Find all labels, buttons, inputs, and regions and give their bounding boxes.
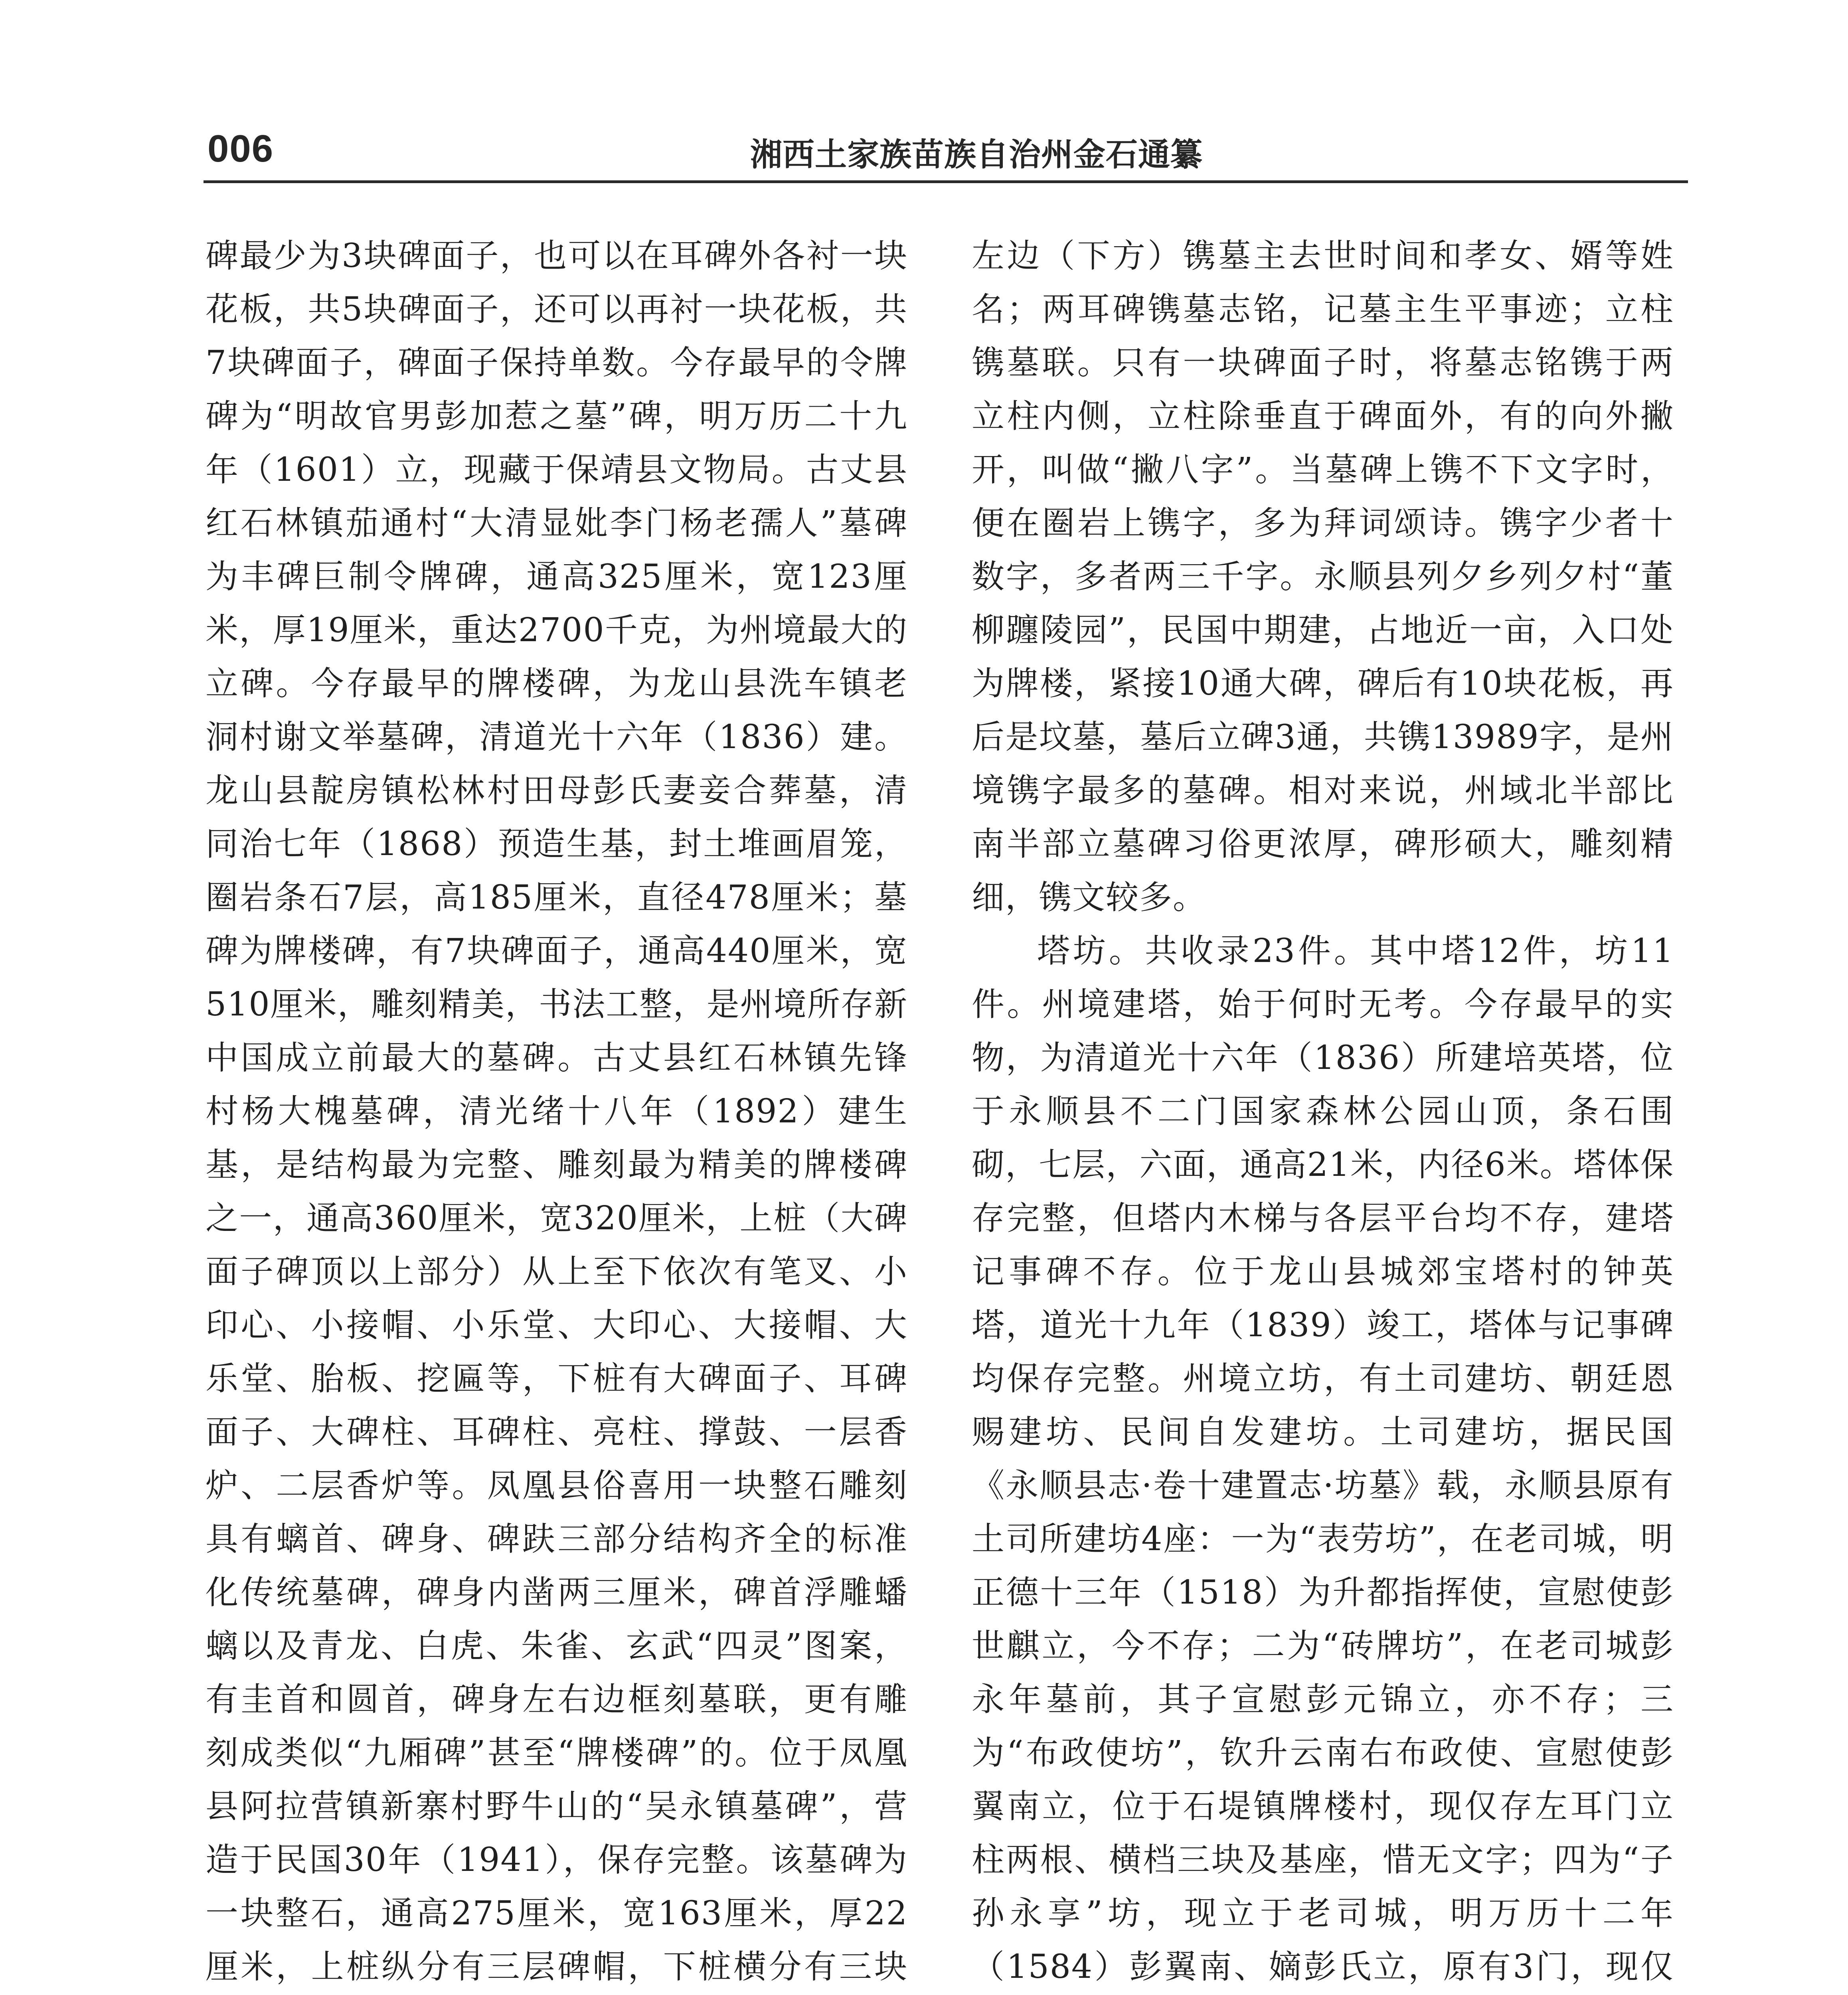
left-column: [206, 229, 908, 1995]
header-rule: [204, 180, 1688, 183]
paragraph-continued: 碑最少为3块碑面子，也可以在耳碑外各衬一块花板，共5块碑面子，还可以再衬一块花板，共7块碑面子，碑面子保持单数。今存最早的令牌碑为“明故官男彭加惹之墓”碑，明万历二十九年（1601）立，现藏于保靖县文物局。古丈县红石林镇茄通村“大清显妣李门杨老孺人”墓碑为丰碑巨制令牌碑，通高325厘米，宽123厘米，厚19厘米，重达2700千克，为州境最大的立碑。今存最早的牌楼碑，为龙山县洗车镇老洞村谢文举墓碑，清道光十六年（1836）建。龙山县靛房镇松林村田母彭氏妻妾合葬墓，清同治七年（1868）预造生基，封土堆画眉笼，圈岩条石7层，高185厘米，直径478厘米；墓碑为牌楼碑，有7块碑面子，通高440厘米，宽510厘米，雕刻精美，书法工整，是州境所存新中国成立前最大的墓碑。古丈县红石林镇先锋村杨大槐墓碑，清光绪十八年（1892）建生基，是结构最为完整、雕刻最为精美的牌楼碑之一，通高360厘米，宽320厘米，上桩（大碑面子碑顶以上部分）从上至下依次有笔叉、小印心、小接帽、小乐堂、大印心、大接帽、大乐堂、胎板、挖匾等，下桩有大碑面子、耳碑面子、大碑柱、耳碑柱、亮柱、撑鼓、一层香炉、二层香炉等。凤凰县俗喜用一块整石雕刻具有螭首、碑身、碑趺三部分结构齐全的标准化传统墓碑，碑身内凿两三厘米，碑首浮雕蟠螭以及青龙、白虎、朱雀、玄武“四灵”图案，有圭首和圆首，碑身左右边框刻墓联，更有雕刻成类似“九厢碑”甚至“牌楼碑”的。位于凤凰县阿拉营镇新寨村野牛山的“吴永镇墓碑”，营造于民国30年（1941），保存完整。该墓碑为一块整石，通高275厘米，宽163厘米，厚22厘米，上桩纵分有三层碑帽，下桩横分有三块: [206, 237, 908, 1986]
right-column: [972, 229, 1674, 1995]
paragraph-continued-right: 左边（下方）镌墓主去世时间和孝女、婿等姓名；两耳碑镌墓志铭，记墓主生平事迹；立柱镌墓联。只有一块碑面子时，将墓志铭镌于两立柱内侧，立柱除垂直于碑面外，有的向外撇开，叫做“撇八字”。当墓碑上镌不下文字时，便在圈岩上镌字，多为拜词颂诗。镌字少者十数字，多者两三千字。永顺县列夕乡列夕村“董柳躔陵园”，民国中期建，占地近一亩，入口处为牌楼，紧接10通大碑，碑后有10块花板，再后是坟墓，墓后立碑3通，共镌13989字，是州境镌字最多的墓碑。相对来说，州域北半部比南半部立墓碑习俗更浓厚，碑形硕大，雕刻精细，镌文较多。: [972, 237, 1674, 917]
paragraph-towers-archways: 塔坊。共收录23件。其中塔12件，坊11件。州境建塔，始于何时无考。今存最早的实物，为清道光十六年（1836）所建培英塔，位于永顺县不二门国家森林公园山顶，条石围砌，七层，六面，通高21米，内径6米。塔体保存完整，但塔内木梯与各层平台均不存，建塔记事碑不存。位于龙山县城郊宝塔村的钟英塔，道光十九年（1839）竣工，塔体与记事碑均保存完整。州境立坊，有土司建坊、朝廷恩赐建坊、民间自发建坊。土司建坊，据民国《永顺县志·卷十建置志·坊墓》载，永顺县原有土司所建坊4座：一为“表劳坊”，在老司城，明正德十三年（1518）为升都指挥使，宣慰使彭世麒立，今不存；二为“砖牌坊”，在老司城彭永年墓前，其子宣慰彭元锦立，亦不存；三为“布政使坊”，钦升云南右布政使、宣慰使彭翼南立，位于石堤镇牌楼村，现仅存左耳门立柱两根、横档三块及基座，惜无文字；四为“子孙永享”坊，现立于老司城，明万历十二年（1584）彭翼南、嫡彭氏立，原有3门，现仅: [972, 932, 1674, 1986]
page-number: 006: [208, 127, 274, 170]
running-title: 湘西土家族苗族自治州金石通纂: [750, 136, 1203, 173]
